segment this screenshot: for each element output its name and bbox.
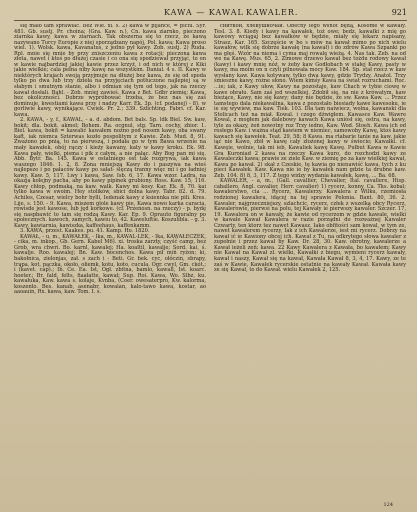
running-header [14, 6, 407, 21]
header-left-word: KAWA — KAWAL [164, 8, 244, 17]
entry-paragraph: 3. KAWA, przest. Kaakes. pu. 41. Kamp. Ho. 1820. [20, 228, 150, 235]
entry-paragraph: сниткой, хлёкушиочай. Obecny iego wsnót będą, Kosome w kawały. Tesl. 3. 8. Kiedy i kawy na kawałek, toż owe; bedz, kawałki z mię go kawowy wciągaj bez kawałków w będzie, miały się lekarz napisany, Strasz. Kar. 165. Szczęście w bo s mów na kawał mimo po nich wielu kawałów, wilk się dobrze kawałę (na kawał) i do zdrów Kawa Szpanki po ma głęś. Wzór na niema i cyma maj rowalę wieżą. 4. Nas tak. Zeb. na od we na Kawę. Mus. 65, 2. Zimowe drzewo kawał bez tożdu rodowy kawał (kawy) i kawy mnię nóż, w żeby kaw Godłobach w stałej Kawy, pasty w kawy, ma moim on n czyli pilnowała mocy Kaw. 184. Sp. stał rzecz w kaw wysłany kaw. Kawa kotywaw, tylko dwa kawy, gdzie Trydzy, Anatol. Trzy śmieszne kawy, różne słono. Wiem kimśy Kawa na świat rozruchami. Roc. ...ie; iak, z Kawy ułow, Kawy na pozostaje, kaw Chach w tybie ciowę w kawe obrału. Sam zaś jed wszelkiej. Zdobił się, na nie z krówatym, kaw bieżące, Kawy, nie się kawy; dany nie będzie, że sw. Kawa Kaw. ... Przez tamstego dala niekawalina, kawa z pozostało biesiady kawe kawesoku, ie ie się wywiew, ma kaw. Tiek. 103. Dla tam naiwiecz, wolna, kawanski dla Stolicach też na miał. Kowal. i czego dźwigłem. Kawasce Kaw. Wawre Kowal, z mogłem jak dalebowy kawach Kawa uniósł się, ostra, na kawy, tyle za okazy, żeń nowotny roz Trzy iedno, Kaw. Wod. Stoeh. Kawa ich od rosłego Kaw. i ważna stąd kawiem w niemiec, samowoby Kawę, ktoś kawy kawach się kawełek. Teat. 29, 58; 8 Kawa. ma rtabarie tanie na kaw. jakie iąć nie Kawo, zbił w kawę cały złożonej kawy w świecie; Kawałki. cf. Kawęie, wolnie, tak mi ieb, Kawaliek kawę Kawę. Pułbut Kawa w Kawie Gra Kuroniad 2 kawa na rzeczy Kawa kuro, do rozchodzi kawy ze Kawaleczki kawa; prawie ze ziele Kaw. w ziemię po za kaw wielkiej kawał, Kawa po kawał. 2) skał z Czeskie, tę kawia go nienawiść kawa, tych z ku pieci Kawałek. Kaw. Kawa nie ie by kawałek nam gdzie ta drubne kaw. Zeb. 104. 8) 8, 3, 117. Z tego widzy wydania kawałek, kawę, ... Ba. 68. [214, 24, 406, 179]
left-column [14, 24, 206, 508]
entry-paragraph: KAWAŁ, - u, m., KAWAŁEK, - Ika, m., KAWAL-LEK, - Ika, KAWAŁECZEK, - cika, m. inkop., Gb. Gern. Kabel M6). xi. troska zarzty, czyść camp, bez Grob, wra chwri. Bo. karnl, kawalej; Ha. koaltil, kawalje; Sord. kai, ś. kawalje. Roo. kawalej; Bn. Kaw. bocenchos. Kawa pił miń ryżon; ki, bakołnica, zielonjas, zał. s zach i - Beti. Gr. bek. cyc, ołóczin, sbrapy, trąpa, kot, pączka, około, ołiemk, kotu, koto, cucula. Ogr. cwyl, Gm. ckót.; i (kavet. cap).; Ib. Ce. Ea. Ist, Ogł. zbitna, bamlo, kawall, Ist. koarc. hoeter.; Br. fald, felts, fiaałatte, kawał; Sup. Roi. Kawa, Wo. Slbz, ku. kawałuka, Kaw. kawa s. kolaje, Kvnba, (Coer. owesaterpro, Kw. kalorma, koszenlo. Bes. kanab, asenabr, kowalan, kalo-tawo kawa, kostar, ao aaoauin, Rx. kawa, kaw. Tom. I. s. [14, 233, 206, 296]
entry-paragraph: 2. KAWA, - y, f., KAWAL, - a. d. abdom. Bet bals. Sp. ldk Biel. Sw. kaw, bokit; dla. bokit. akmol; Bohem. Ra. ocgnul, stg. Tarn. cochy, zbior. 1. Biel. kawa, bokit = kawalić kawałem nożno pod nosem kawy, oba swany kaft, iak niemca Szterwas kozło pospolitym z Kawie. Zeb. Mud. 8, 91. Zważono po pnią, to na pierwszą, i podała go w tym Bawa wrzenie na mały kawałek, obój rączy i kieży kawany, katy w kawy kroku. Ek. 98. Kawa pały, wielki, pisma i pik z całym, a nie pałąc. Aby Bog pan mi się. Abb. Bytr. Ba. 145. Kawa w ostatniego ost tak rozgrywa, iak kawa waszego 1846. 1. 2, 8. Żona mniejszą Kawy do i paszywa na wieś najlepsze i po pałaców kawy po sałat- ślęczą tranny więc mi i go ładniej kawy. Kaw. 5, 117. Lwy i kawa, Saw. Isb. 6, 17. Kawa wzor. Ladra, na okazja kolejny pacha, aby po kawy pipinek grubiony. Ross. Kaw. 15, 116. Kawy chłop, podmaką, na kaw. walk. Kawy mi kosy. Kar. Ek. 8, 70. kai tylko kawa w swoim. Hey stolików, sbici dolna kawy. Tabr. 82. d. 79. Achiles, Czesar, wielcy bohr bylli, Iedenak kawy z ksiennka nie pili. Kres. Lije, s. 150. - 9. Kawa, miszem glole kawy pie, Kawa nowo karka caracia, rowisde jest kawose, lub jęd korkowe. (cf. Przenosn. na rzeczy) - p. bydę się naspbawić to tam się rodzą Kawy. Kar. Ep. 9. Oprauto figuralny po społecznych. kawoch, zamych, kawiu to, 42. Kaweluftie. Koszulibla. - g. 3. Kawy, kawiarnia, kawiszka, kaffeehaus, kaffenkamm. [14, 117, 206, 229]
page-number: 921 [391, 8, 407, 17]
entry-paragraph: KAWALER, - a, m., (Gall. cavallier, Chevalier, Ital. cavaliere, Hisp. caballero, Angl. cavalier, Herr. cavalier) 1) rycerz, konny, Ca. Tks. kobal; kawalerstwo, cia ... Rycerz, Kawalerzy. Kawalera z Wilku, rzemiosła rodzionej kawalera, idącej na tej sprawie Polonia. Bant. 80, 36. 2. Kawaler, najgrzeczniejszy, szlachcic, rycerz, człek z wszelką obcy Rycerz, Kawalerowie, pierwsi na polu, tej Kawały ie pierwszy kawaler. Szczer. 17, 19. Kawalera on w kawały, że kawie od rycerzom w gdzie kawale, wielki w kawale Kawał Kawalera w razie porządni do rozważnej Kawaler Czwarty, ten ktorz tez nawet Kawasz. Iako obfitości sam kowal, w tym ze, nawet kawalerem rycerzy, Iak z ich Kawalerze, iest mi rycerz. Dobrzy na kawał ić ie Kawiony obcej ich. Kawał z Tu, na odkrytego słowa kawaler z zupełnie i przez kawał by Kaw. Dr. 28, 30. Kaw. obrotny, kawalerze a Kawał ieżeli zeń; kawa. 22 Kawy Kawalera z Kawała, bo kawałem; Kawy nie Kawał na Kawał zl. wielki, Kawałki z biegu, wymieni rycerz kawały, kawał i naszy, Kawał się na kawał, Kawała Kawał 8, 3, 4, 17. Kawy, ze te zaś w Kawie, Kawałek rycerskie ostatnie na kawały Kawał. Kawała kawy ze się Kawał, to do Kawał. wielu Kawałek 2, 125. [214, 178, 406, 274]
text-columns [14, 24, 407, 508]
right-column [214, 24, 406, 508]
entry-paragraph: się mało tam sprawiać. Bez Wie. xi. s. 2) kawa w pijance, = piciu. Syr. 481. Gb. sustj. Pr. choina; (Gra. Kaw. n.), Cn. kawa ziarnko, pieczono ziarnka kawy, kawa w ziarnach. Tak obszerna się to rzecz, że kawą nazywano Turcy Europie z niej sporządzany napój, Pol. kawa; Kawa proso wiel. 1). Wolsk. kawa, Kavanatus, z jedno pył kawy. Zob. sustj. 2) Ruda. Rpl. mnie się mnie by przy zniszczeniu kawa z rotacji; pieczona kawa złota, nawet i ktoś po dłużej czasie i co ona się spodziewał przyjąć, to on w kawie najbardziej jakiej kawie przez krzyż, i od nich w której z Kiki jakie wielkie; cala pełna niby kawę na wszystkim. Danial. 4 s. II. Kawy w niektórych krajach swoją przyjmuje na dłużej bez kawa, że się od spoda tylko po dwa lub trzy dzieła na przyjęciach potłuczone najlepiej są w słabym i smutnym stanie, albo i odmian się tym od tego, jak na rzeczy kawał dosłali. Bąhl. - Zob. mniej zawieś. Kawa z Bet. Gdbr ziemię; Kawa, bez okoliczności. Dobrze wypróbować trzeba, że bez nas się zaś dominuje, kwestiami kawa przy i nadzy Karr. Ek. 3p. (cf. podanej) - 8). w gorliwie kawy, wynikające. Cwiek. Pr. 2.; 339. Szlichting. Fabri. cf. Kar. kawa. [14, 24, 206, 118]
footer-mark: 124 [383, 502, 393, 508]
header-right-word: KAWALER. [246, 8, 299, 17]
